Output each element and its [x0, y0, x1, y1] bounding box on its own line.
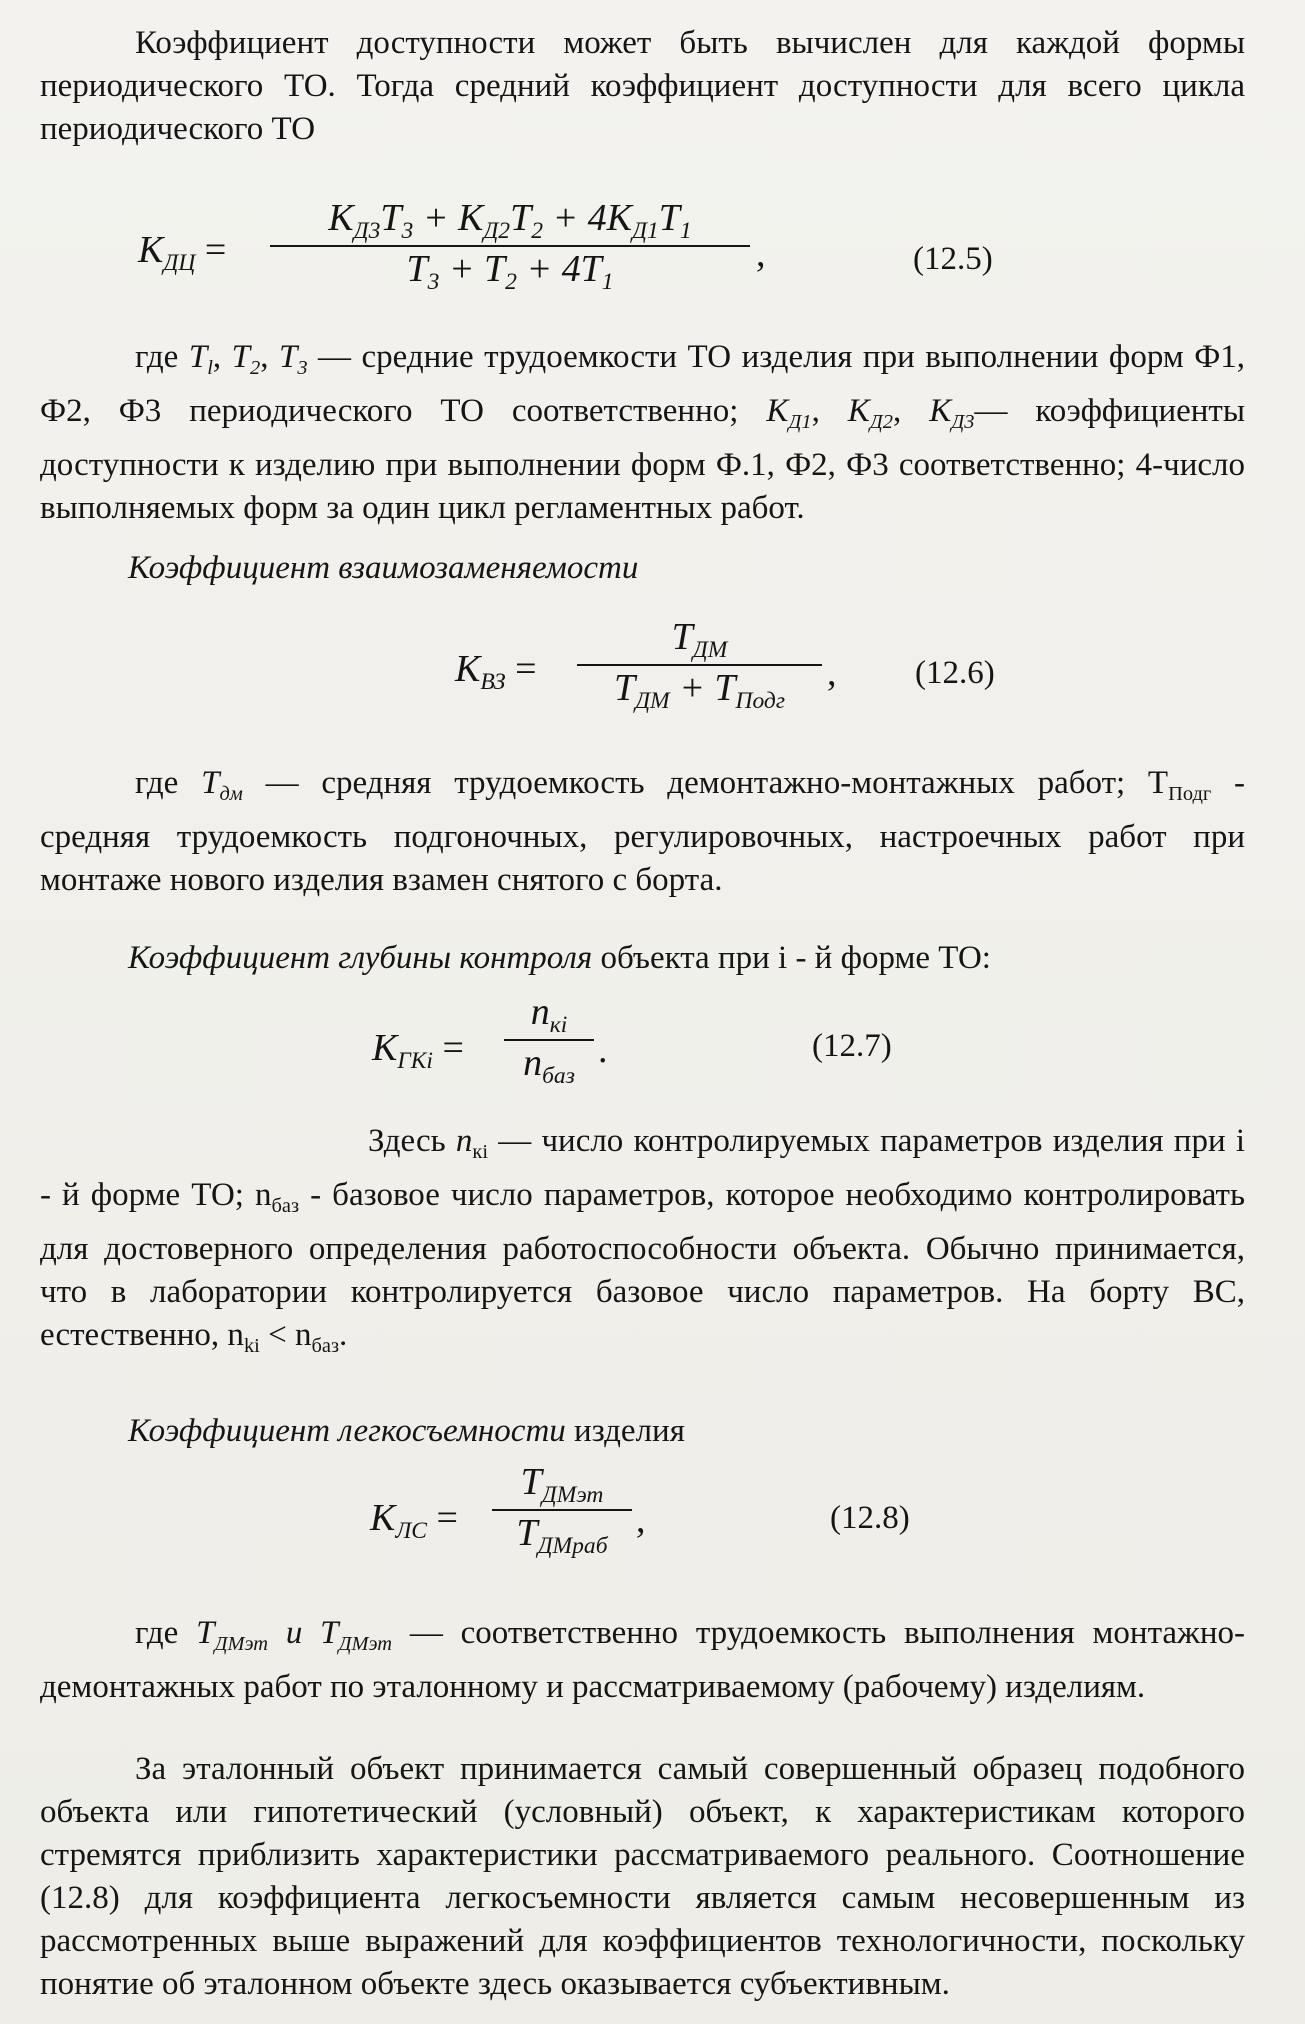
formula-12-8 — [370, 1460, 1070, 1580]
formula-12-6 — [455, 615, 1155, 735]
formula-12-5-numerator: $K_{Д3}T_3 + K_{Д2}T_2 + 4K_{Д1}T_1$ — [328, 197, 692, 245]
formula-12-5-denominator: $T_3 + T_2 + 4T_1$ — [270, 245, 750, 296]
formula-12-5 — [138, 196, 1238, 316]
formula-12-8-lhs: $K_{ЛС}$ = — [370, 1497, 458, 1545]
formula-12-8-comma: , — [636, 1499, 646, 1541]
paragraph-where-tdm: где $T_{дм}$ — средняя трудоемкость демонтажно-монтажных работ; $Т_{Подг}$ - средняя трудоемкость подгоночных, регулировочных, настроечных работ при монтаже нового изделия взамен снятого с борта. — [40, 765, 1245, 899]
paragraph-intro-text: Коэффициент доступности может быть вычислен для каждой формы периодического ТО. Тогда средний коэффициент доступности для всего цикла периодического ТО — [40, 25, 1245, 147]
heading-removability: Коэффициент легкосъемности изделия — [128, 1413, 685, 1449]
formula-12-6-numerator: $T_{ДМ}$ — [671, 616, 728, 664]
formula-12-5-number: (12.5) — [913, 241, 993, 277]
formula-12-7-period: . — [598, 1029, 608, 1071]
formula-12-7-denominator: $n_{баз}$ — [504, 1039, 594, 1090]
formula-12-5-lhs: $K_{ДЦ}$ = — [138, 229, 227, 277]
formula-12-8-fraction — [492, 1460, 632, 1560]
formula-12-7-lhs: $K_{ГКі}$ = — [372, 1027, 464, 1075]
paragraph-where-tdmet: где $T_{ДМэт}$ и $T_{ДМэт}$ — соответственно трудоемкость выполнения монтажно-демонтажных работ по эталонному и рассматриваемому (рабочему) изделиям. — [40, 1615, 1245, 1706]
formula-12-6-fraction — [577, 615, 822, 715]
heading-interchangeability: Коэффициент взаимозаменяемости — [128, 550, 639, 586]
paragraph-where-t: где $T_l$, $T_2$, $T_3$ — средние трудоемкости ТО изделия при выполнении форм Ф1, Ф2, Ф3 периодического ТО соответственно; $K_{Д1}$, $K_{Д2}$, $K_{Д3}—$ коэффициенты доступности к изделию при выполнении форм Ф.1, Ф2, Ф3 соответственно; 4-число выполняемых форм за один цикл регламентных работ. — [40, 339, 1246, 527]
paragraph-reference-object-text: За эталонный объект принимается самый совершенный образец подобного объекта или гипотетический (условный) объект, к характеристикам которого стремятся приблизить характеристики рассматриваемого реального. Соотношение (12.8) для коэффициента легкосъемности является самым несовершенным из рассмотренных выше выражений для коэффициентов технологичности, поскольку понятие об эталонном объекте здесь оказывается субъективным. — [40, 1751, 1245, 2002]
heading-control-depth: Коэффициент глубины контроля объекта при і - й форме ТО: — [128, 940, 991, 976]
formula-12-7-numerator: $n_{кі}$ — [530, 991, 568, 1039]
formula-12-6-denominator: $T_{ДМ} + T_{Подг}$ — [577, 664, 822, 715]
formula-12-6-number: (12.6) — [915, 655, 995, 691]
formula-12-8-numerator: $T_{ДМэт}$ — [520, 1461, 604, 1509]
formula-12-6-comma: , — [827, 652, 837, 694]
formula-12-6-lhs: $K_{ВЗ}$ = — [455, 648, 537, 696]
formula-12-7-number: (12.7) — [812, 1028, 892, 1064]
formula-12-5-fraction — [270, 196, 750, 296]
paragraph-here-n: Здесь $n_{кі}$ — число контролируемых параметров изделия при і - й форме ТО; $n_{баз}$ - базовое число параметров, которое необходимо контролировать для достоверного определения работоспособности объекта. Обычно принимается, что в лаборатории контролируется базовое число параметров. На борту ВС, естественно, $n_{ki} < n_{баз}$. — [40, 1123, 1245, 1358]
formula-12-8-denominator: $T_{ДМраб}$ — [492, 1509, 632, 1560]
formula-12-5-comma: , — [756, 233, 766, 275]
formula-12-7 — [372, 990, 972, 1110]
paragraph-intro — [40, 22, 1245, 151]
formula-12-8-number: (12.8) — [830, 1500, 910, 1536]
formula-12-7-fraction — [504, 990, 594, 1090]
paragraph-reference-object — [40, 1748, 1245, 2006]
